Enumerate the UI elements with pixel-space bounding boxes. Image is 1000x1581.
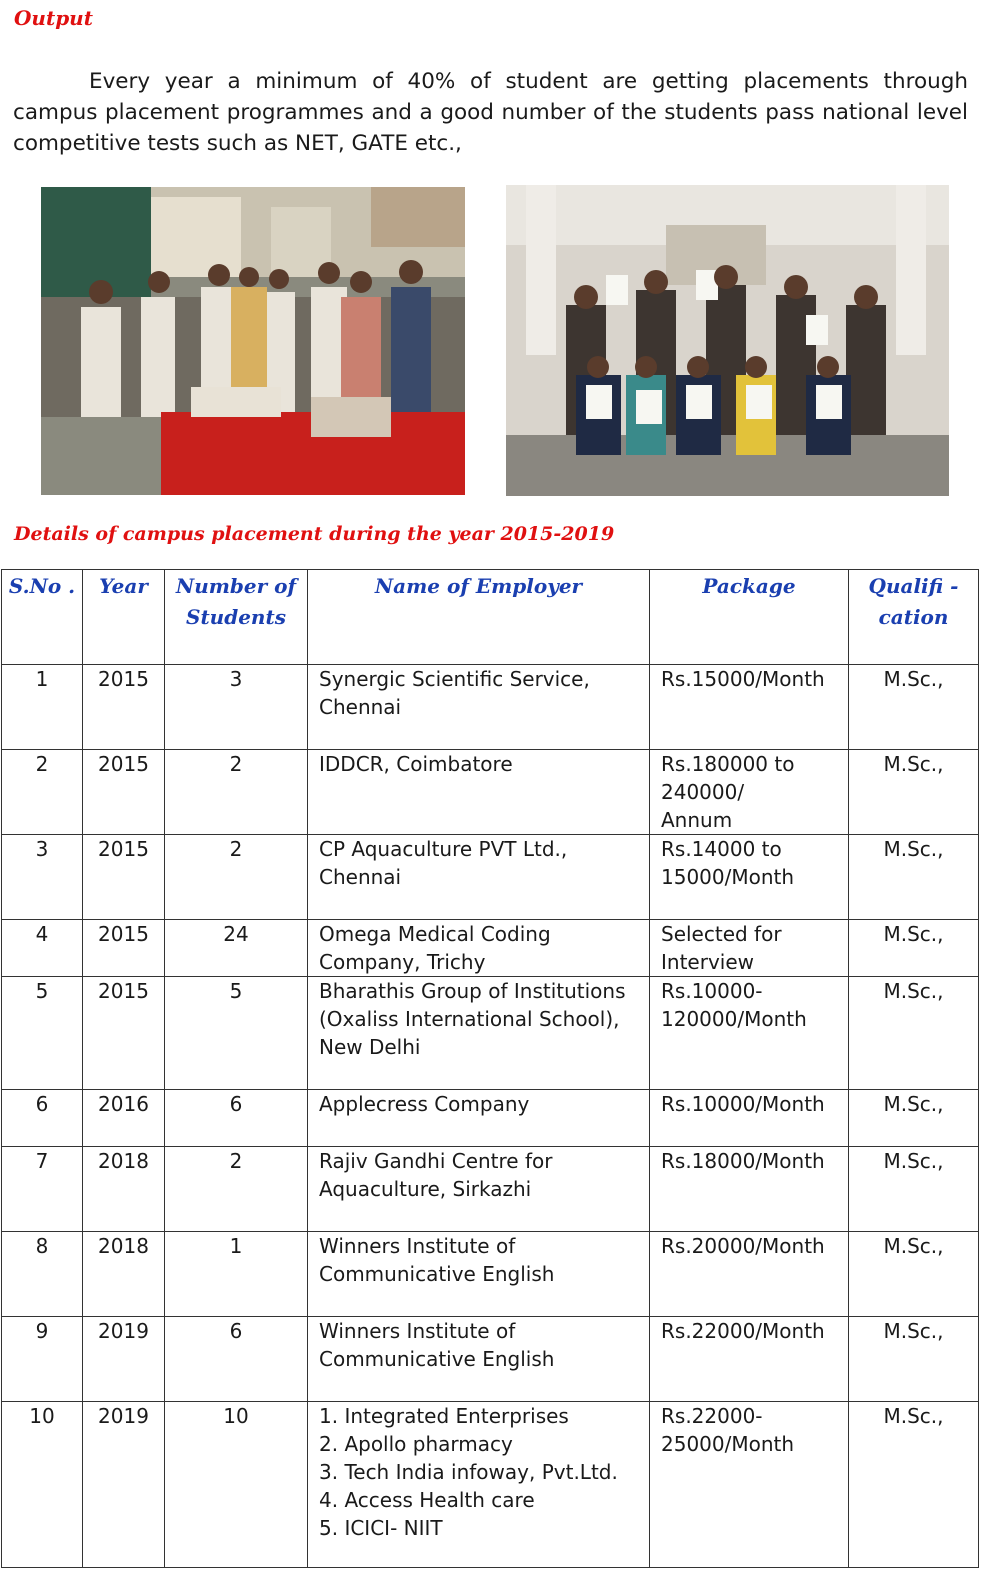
cell-qualification: M.Sc.,: [849, 977, 979, 1090]
col-header-employer: Name of Employer: [308, 570, 650, 665]
output-heading: Output: [14, 6, 93, 30]
cell-employer-line: Rajiv Gandhi Centre for: [319, 1149, 553, 1173]
cell-qualification: M.Sc.,: [849, 920, 979, 977]
cell-qualification: M.Sc.,: [849, 665, 979, 750]
cell-employer-line: Applecress Company: [319, 1092, 530, 1116]
cell-sno: 5: [2, 977, 83, 1090]
table-row: [2, 1317, 979, 1402]
cell-employer-line: Winners Institute of: [319, 1319, 516, 1343]
cell-students: 6: [165, 1090, 308, 1147]
cell-students: 1: [165, 1232, 308, 1317]
cell-qualification: M.Sc.,: [849, 750, 979, 835]
table-row: [2, 835, 979, 920]
photo-placement-ceremony: [41, 187, 465, 495]
cell-package-line: Rs.180000 to: [661, 752, 795, 776]
cell-employer-line: Winners Institute of: [319, 1234, 516, 1258]
cell-package-line: Rs.22000/Month: [661, 1319, 825, 1343]
cell-package-line: Rs.10000-: [661, 979, 763, 1003]
table-row: [2, 977, 979, 1090]
table-header-row: [2, 570, 979, 665]
cell-students: 5: [165, 977, 308, 1090]
cell-package: [650, 665, 849, 750]
cell-year: 2015: [83, 665, 165, 750]
cell-employer-line: Synergic Scientific Service,: [319, 667, 590, 691]
table-row: [2, 1147, 979, 1232]
cell-employer: [308, 1232, 650, 1317]
cell-employer-line: IDDCR, Coimbatore: [319, 752, 513, 776]
cell-package: [650, 1317, 849, 1402]
cell-sno: 1: [2, 665, 83, 750]
cell-qualification: M.Sc.,: [849, 835, 979, 920]
cell-sno: 6: [2, 1090, 83, 1147]
photo-students-certificates: [506, 185, 949, 496]
cell-package: [650, 977, 849, 1090]
cell-employer-line: Communicative English: [319, 1262, 555, 1286]
cell-package-line: 240000/: [661, 780, 745, 804]
col-header-package: Package: [650, 570, 849, 665]
cell-employer-line: 1. Integrated Enterprises: [319, 1404, 569, 1428]
table-row: [2, 665, 979, 750]
table-row: [2, 1402, 979, 1568]
cell-package: [650, 1232, 849, 1317]
cell-package-line: 120000/Month: [661, 1007, 807, 1031]
cell-package-line: Rs.14000 to: [661, 837, 782, 861]
cell-package-line: Interview: [661, 950, 754, 974]
cell-sno: 3: [2, 835, 83, 920]
cell-package-line: 15000/Month: [661, 865, 795, 889]
cell-year: 2018: [83, 1147, 165, 1232]
cell-package: [650, 835, 849, 920]
cell-package-line: Rs.22000-: [661, 1404, 763, 1428]
cell-employer-line: CP Aquaculture PVT Ltd.,: [319, 837, 568, 861]
cell-qualification: M.Sc.,: [849, 1232, 979, 1317]
cell-students: 6: [165, 1317, 308, 1402]
cell-sno: 10: [2, 1402, 83, 1568]
cell-students: 2: [165, 1147, 308, 1232]
cell-employer-line: 5. ICICI- NIIT: [319, 1516, 443, 1540]
cell-students: 3: [165, 665, 308, 750]
cell-year: 2019: [83, 1317, 165, 1402]
cell-qualification: M.Sc.,: [849, 1317, 979, 1402]
cell-package: [650, 750, 849, 835]
cell-employer-line: Bharathis Group of Institutions: [319, 979, 626, 1003]
cell-qualification: M.Sc.,: [849, 1402, 979, 1568]
cell-employer-line: Omega Medical Coding: [319, 922, 551, 946]
cell-employer-line: 4. Access Health care: [319, 1488, 535, 1512]
col-header-year: Year: [83, 570, 165, 665]
cell-year: 2015: [83, 750, 165, 835]
cell-employer-line: (Oxaliss International School),: [319, 1007, 620, 1031]
cell-package-line: Rs.20000/Month: [661, 1234, 825, 1258]
details-heading: Details of campus placement during the year 2015-2019: [14, 523, 615, 545]
cell-employer: [308, 1147, 650, 1232]
cell-package: [650, 920, 849, 977]
cell-package-line: 25000/Month: [661, 1432, 795, 1456]
cell-employer: [308, 665, 650, 750]
cell-employer: [308, 977, 650, 1090]
cell-students: 2: [165, 750, 308, 835]
table-row: [2, 920, 979, 977]
cell-package: [650, 1147, 849, 1232]
cell-employer-line: Aquaculture, Sirkazhi: [319, 1177, 532, 1201]
cell-year: 2015: [83, 835, 165, 920]
cell-employer: [308, 1402, 650, 1568]
col-header-qualification: Qualifi - cation: [849, 570, 979, 665]
cell-package: [650, 1090, 849, 1147]
cell-employer: [308, 1090, 650, 1147]
cell-employer-line: 2. Apollo pharmacy: [319, 1432, 513, 1456]
cell-students: 24: [165, 920, 308, 977]
cell-package-line: Rs.10000/Month: [661, 1092, 825, 1116]
cell-employer-line: Chennai: [319, 865, 402, 889]
cell-employer: [308, 750, 650, 835]
cell-package-line: Rs.18000/Month: [661, 1149, 825, 1173]
table-row: [2, 1090, 979, 1147]
cell-year: 2015: [83, 977, 165, 1090]
cell-employer-line: 3. Tech India infoway, Pvt.Ltd.: [319, 1460, 618, 1484]
placement-table: [1, 569, 979, 1568]
cell-sno: 7: [2, 1147, 83, 1232]
col-header-sno: S.No .: [2, 570, 83, 665]
cell-sno: 4: [2, 920, 83, 977]
cell-employer-line: New Delhi: [319, 1035, 421, 1059]
cell-package-line: Rs.15000/Month: [661, 667, 825, 691]
cell-year: 2019: [83, 1402, 165, 1568]
cell-year: 2016: [83, 1090, 165, 1147]
cell-qualification: M.Sc.,: [849, 1090, 979, 1147]
cell-package: [650, 1402, 849, 1568]
cell-employer: [308, 835, 650, 920]
cell-sno: 9: [2, 1317, 83, 1402]
intro-paragraph: Every year a minimum of 40% of student are getting placements through campus placement programmes and a good number of the students pass national level competitive tests such as NET, GATE etc.,: [13, 69, 968, 156]
cell-sno: 2: [2, 750, 83, 835]
table-row: [2, 750, 979, 835]
table-row: [2, 1232, 979, 1317]
cell-students: 10: [165, 1402, 308, 1568]
cell-students: 2: [165, 835, 308, 920]
cell-package-line: Selected for: [661, 922, 782, 946]
cell-employer-line: Company, Trichy: [319, 950, 486, 974]
cell-employer: [308, 920, 650, 977]
table-body: [2, 665, 979, 1568]
cell-sno: 8: [2, 1232, 83, 1317]
cell-year: 2018: [83, 1232, 165, 1317]
cell-employer-line: Communicative English: [319, 1347, 555, 1371]
cell-year: 2015: [83, 920, 165, 977]
cell-employer: [308, 1317, 650, 1402]
cell-qualification: M.Sc.,: [849, 1147, 979, 1232]
cell-employer-line: Chennai: [319, 695, 402, 719]
col-header-students: Number of Students: [165, 570, 308, 665]
cell-package-line: Annum: [661, 808, 733, 832]
